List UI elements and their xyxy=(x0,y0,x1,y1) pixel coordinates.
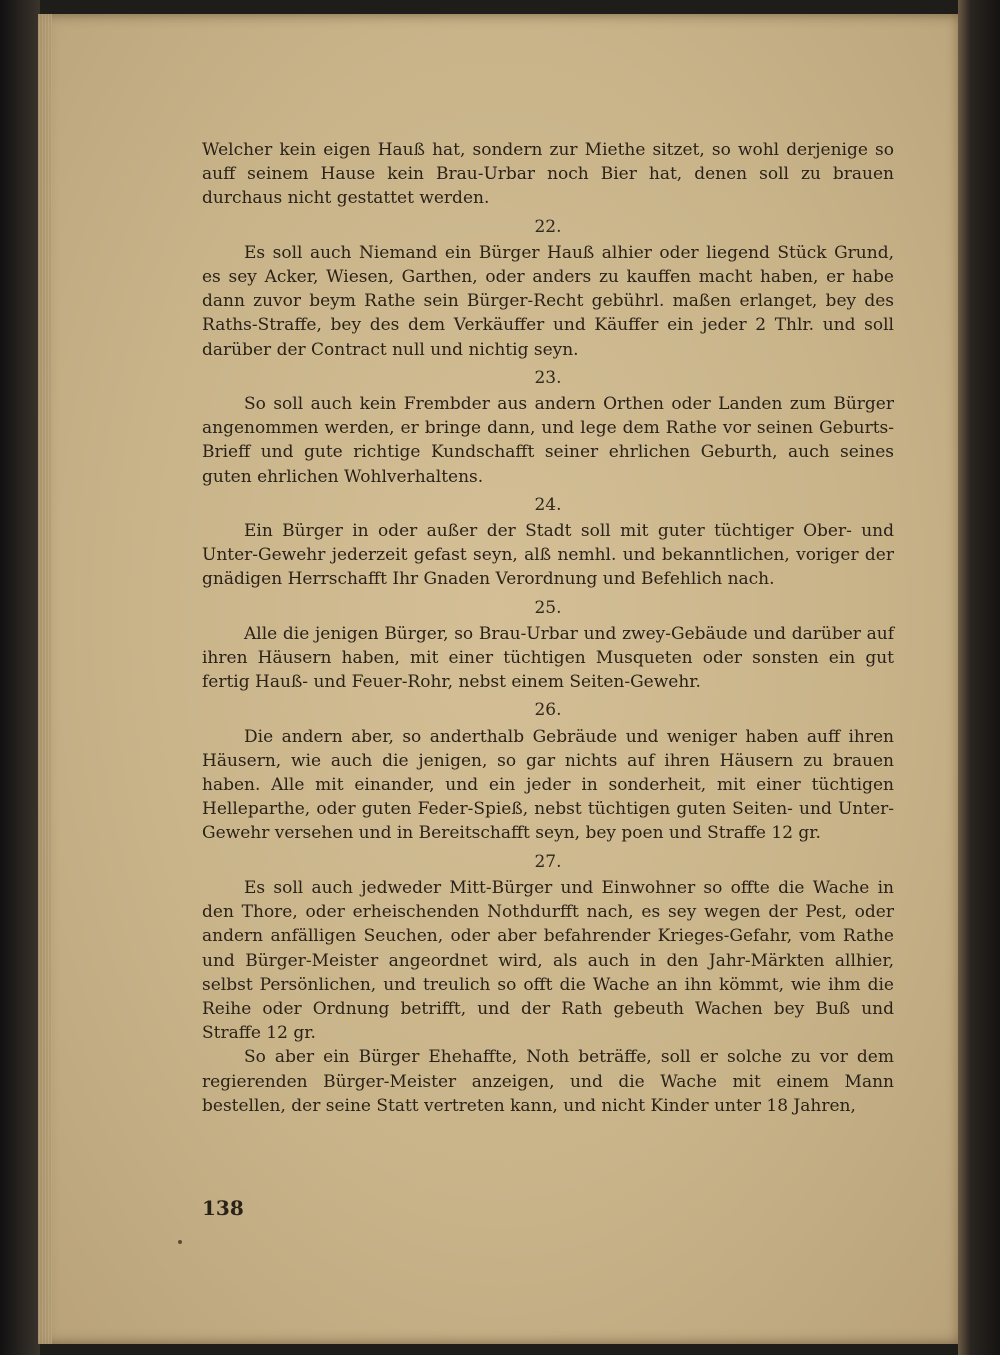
paragraph-continued: Welcher kein eigen Hauß hat, sondern zur Miethe sitzet, so wohl derjenige so auff seinem Hause kein Brau-Urbar noch Bier hat, denen soll zu brauen durchaus nicht gestattet werden. xyxy=(202,140,894,209)
ink-spot xyxy=(178,1240,182,1244)
paragraph-22: Es soll auch Niemand ein Bürger Hauß alhier oder liegend Stück Grund, es sey Acker, Wiesen, Garthen, oder anders zu kauffen macht haben, er habe dann zuvor beym Rathe sein Bürger-Recht gebührl. maßen erlanget, bey des Raths-Straffe, bey des dem Verkäuffer und Käuffer ein jeder 2 Thlr. und soll darüber der Contract null und nichtig seyn. xyxy=(202,242,894,360)
page-stack-edge xyxy=(38,14,52,1344)
paragraph-24: Ein Bürger in oder außer der Stadt soll mit guter tüchtiger Ober- und Unter-Gewehr jederzeit gefast seyn, alß nemhl. und bekanntlichen, voriger der gnädigen Herrschafft Ihr Gnaden Verordnung und Befehlich nach. xyxy=(202,521,894,590)
page-text-block xyxy=(202,138,894,1118)
book-binding-left xyxy=(0,0,40,1355)
section-number-27: 27. xyxy=(534,851,562,872)
section-number-26: 26. xyxy=(534,700,562,721)
book-binding-right xyxy=(958,0,1000,1355)
paragraph-25: Alle die jenigen Bürger, so Brau-Urbar und zwey-Gebäude und darüber auf ihren Häusern haben, mit einer tüchtigen Musqueten oder sonsten ein gut fertig Hauß- und Feuer-Rohr, nebst einem Seiten-Gewehr. xyxy=(202,623,894,693)
paragraph-27-b: So aber ein Bürger Ehehaffte, Noth beträffe, soll er solche zu vor dem regierenden Bürger-Meister anzeigen, und die Wache mit einem Mann bestellen, der seine Statt vertreten kann, und nicht Kinder unter 18 Jahren, xyxy=(202,1047,894,1116)
section-number-24: 24. xyxy=(534,494,562,515)
section-number-25: 25. xyxy=(534,597,562,618)
paragraph-27-a: Es soll auch jedweder Mitt-Bürger und Einwohner so offte die Wache in den Thore, oder erheischenden Nothdurfft nach, es sey wegen der Pest, oder andern anfälligen Seuchen, oder aber befahrender Krieges-Gefahr, vom Rathe und Bürger-Meister angeordnet wird, als auch in den Jahr-Märkten allhier, selbst Persönlichen, und treulich so offt die Wache an ihn kömmt, wie ihm die Reihe oder Ordnung betrifft, und der Rath gebeuth Wachen bey Buß und Straffe 12 gr. xyxy=(202,877,894,1044)
section-number-22: 22. xyxy=(534,216,562,237)
paragraph-23: So soll auch kein Frembder aus andern Orthen oder Landen zum Bürger angenommen werden, er bringe dann, und lege dem Rathe vor seinen Geburts-Brieff und gute richtige Kundschafft seiner ehrlichen Geburth, auch seines guten ehrlichen Wohlverhaltens. xyxy=(202,394,894,487)
section-number-23: 23. xyxy=(534,367,562,388)
paragraph-26: Die andern aber, so anderthalb Gebräude und weniger haben auff ihren Häusern, wie auch die jenigen, so gar nichts auf ihren Häusern zu brauen haben. Alle mit einander, und ein jeder in sonderheit, mit einer tüchtigen Helleparthe, oder guten Feder-Spieß, nebst tüchtigen guten Seiten- und Unter-Gewehr versehen und in Bereitschafft seyn, bey poen und Straffe 12 gr. xyxy=(202,726,894,844)
page-number: 138 xyxy=(202,1196,244,1220)
